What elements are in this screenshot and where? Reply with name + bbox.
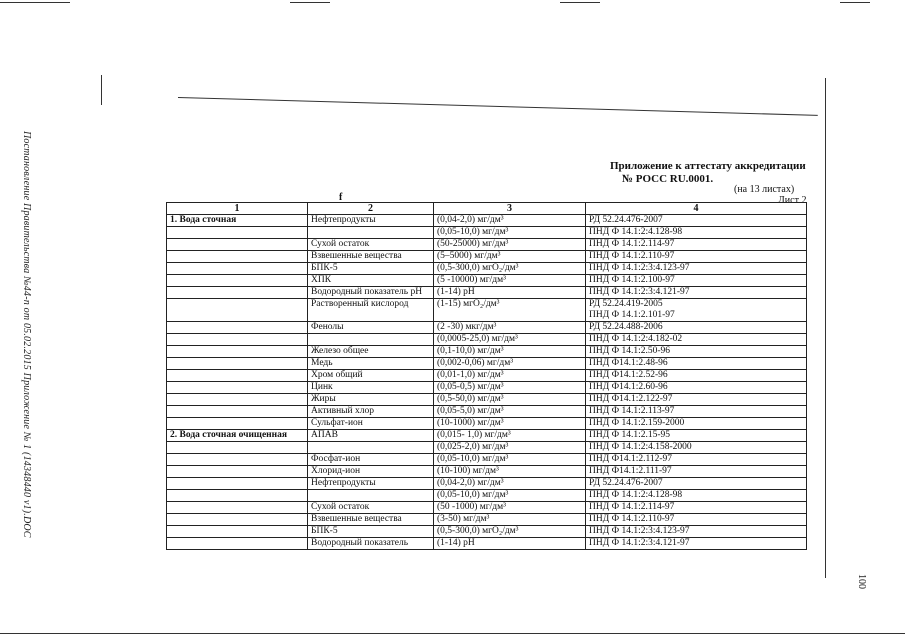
parameter-cell: Взвешенные вещества	[308, 251, 434, 263]
method-cell: ПНД Ф14.1:2.122-97	[586, 394, 807, 406]
table-row	[167, 227, 807, 239]
parameter-cell: Сухой остаток	[308, 239, 434, 251]
table-row	[167, 334, 807, 346]
parameter-cell	[308, 442, 434, 454]
range-cell: (0,015- 1,0) мг/дм³	[434, 430, 586, 442]
parameter-cell: Активный хлор	[308, 406, 434, 418]
sample-type-cell	[167, 442, 308, 454]
table-row	[167, 263, 807, 275]
method-cell: ПНД Ф 14.1:2:4.128-98	[586, 490, 807, 502]
method-cell: ПНД Ф 14.1:2.110-97	[586, 514, 807, 526]
range-cell: (50-25000) мг/дм³	[434, 239, 586, 251]
sample-type-cell	[167, 334, 308, 346]
range-cell: (0,04-2,0) мг/дм³	[434, 215, 586, 227]
table-row	[167, 287, 807, 299]
sample-type-cell	[167, 526, 308, 538]
table-row	[167, 454, 807, 466]
range-cell: (0,05-10,0) мг/дм³	[434, 227, 586, 239]
parameter-cell: Фосфат-ион	[308, 454, 434, 466]
sample-type-cell	[167, 322, 308, 334]
sample-type-cell	[167, 502, 308, 514]
sample-type-cell	[167, 418, 308, 430]
side-note: Постановление Правительства №44-п от 05.02.2015 Приложение № 1 (14348440 v1).DOC	[21, 131, 32, 538]
scan-line-bottom	[0, 633, 905, 634]
parameter-cell: ХПК	[308, 275, 434, 287]
table-row	[167, 322, 807, 334]
method-cell: ПНД Ф 14.1:2.114-97	[586, 239, 807, 251]
method-cell: ПНД Ф14.1:2.48-96	[586, 358, 807, 370]
column-header: 4	[586, 203, 807, 215]
parameter-cell: Взвешенные вещества	[308, 514, 434, 526]
table-row	[167, 514, 807, 526]
sample-type-cell	[167, 514, 308, 526]
scan-line-top-right	[560, 2, 600, 3]
table-row	[167, 502, 807, 514]
table-row	[167, 406, 807, 418]
sample-type-cell	[167, 538, 308, 550]
range-cell: (0,5-300,0) мгО₂/дм³	[434, 526, 586, 538]
parameter-cell: БПК-5	[308, 263, 434, 275]
method-cell: ПНД Ф 14.1:2.110-97	[586, 251, 807, 263]
table-row	[167, 418, 807, 430]
table-header-row	[167, 203, 807, 215]
sheets-note: (на 13 листах)	[734, 184, 795, 195]
scan-line-top-far	[840, 2, 870, 3]
table-row	[167, 346, 807, 358]
table-row	[167, 370, 807, 382]
sample-type-cell	[167, 490, 308, 502]
range-cell: (10-100) мг/дм³	[434, 466, 586, 478]
range-cell: (5 -10000) мг/дм³	[434, 275, 586, 287]
parameter-cell: Фенолы	[308, 322, 434, 334]
sheet-label: Лист 2	[778, 195, 807, 206]
sample-type-cell	[167, 370, 308, 382]
table-row	[167, 526, 807, 538]
method-cell: ПНД Ф14.1:2.52-96	[586, 370, 807, 382]
method-cell: ПНД Ф 14.1:2:4.158-2000	[586, 442, 807, 454]
scan-line-top-mid	[290, 2, 330, 3]
accreditation-table	[166, 202, 807, 550]
parameter-cell: Растворенный кислород	[308, 299, 434, 322]
parameter-cell: Сухой остаток	[308, 502, 434, 514]
table-row	[167, 251, 807, 263]
range-cell: (5–5000) мг/дм³	[434, 251, 586, 263]
range-cell: (0,04-2,0) мг/дм³	[434, 478, 586, 490]
method-cell: РД 52.24.488-2006	[586, 322, 807, 334]
sample-type-cell	[167, 382, 308, 394]
method-cell: ПНД Ф 14.1:2.50-96	[586, 346, 807, 358]
sample-type-cell	[167, 478, 308, 490]
column-header: 1	[167, 203, 308, 215]
parameter-cell	[308, 334, 434, 346]
range-cell: (0,05-10,0) мг/дм³	[434, 454, 586, 466]
table-row	[167, 215, 807, 227]
method-cell: ПНД Ф 14.1:2.114-97	[586, 502, 807, 514]
method-cell: ПНД Ф 14.1:2.100-97	[586, 275, 807, 287]
sample-type-cell	[167, 239, 308, 251]
method-cell: ПНД Ф 14.1:2:3:4.123-97	[586, 263, 807, 275]
parameter-cell: Жиры	[308, 394, 434, 406]
range-cell: (0,002-0,06) мг/дм³	[434, 358, 586, 370]
heading-line1: Приложение к аттестату аккредитации	[610, 160, 806, 172]
table-row	[167, 442, 807, 454]
range-cell: (1-15) мгО₂/дм³	[434, 299, 586, 322]
sample-type-cell	[167, 251, 308, 263]
method-cell: ПНД Ф 14.1:2:4.128-98	[586, 227, 807, 239]
method-cell: ПНД Ф14.1:2.60-96	[586, 382, 807, 394]
range-cell: (0,01-1,0) мг/дм³	[434, 370, 586, 382]
sample-type-cell	[167, 394, 308, 406]
parameter-cell: Хлорид-ион	[308, 466, 434, 478]
parameter-cell: Хром общий	[308, 370, 434, 382]
parameter-cell: Нефтепродукты	[308, 478, 434, 490]
parameter-cell: БПК-5	[308, 526, 434, 538]
method-cell: ПНД Ф 14.1:2:3:4.121-97	[586, 287, 807, 299]
margin-line-right	[825, 78, 826, 578]
range-cell: (50 -1000) мг/дм³	[434, 502, 586, 514]
sample-type-cell	[167, 466, 308, 478]
method-cell: ПНД Ф14.1:2.112-97	[586, 454, 807, 466]
table-row	[167, 538, 807, 550]
sample-type-cell	[167, 299, 308, 322]
header-rule	[178, 97, 818, 116]
range-cell: (0,05-5,0) мг/дм³	[434, 406, 586, 418]
table-row	[167, 490, 807, 502]
table-body	[167, 215, 807, 550]
range-cell: (0,5-300,0) мгО₂/дм³	[434, 263, 586, 275]
method-cell: РД 52.24.419-2005 ПНД Ф 14.1:2.101-97	[586, 299, 807, 322]
sample-type-cell	[167, 454, 308, 466]
method-cell: РД 52.24.476-2007	[586, 215, 807, 227]
table-row	[167, 394, 807, 406]
parameter-cell	[308, 227, 434, 239]
sample-type-cell: 1. Вода сточная	[167, 215, 308, 227]
sample-type-cell	[167, 275, 308, 287]
table-row	[167, 358, 807, 370]
method-cell: ПНД Ф 14.1:2.113-97	[586, 406, 807, 418]
column-header: 2	[308, 203, 434, 215]
range-cell: (1-14) pH	[434, 287, 586, 299]
method-cell: ПНД Ф 14.1:2.159-2000	[586, 418, 807, 430]
table-row	[167, 382, 807, 394]
parameter-cell: Водородный показатель	[308, 538, 434, 550]
table-row	[167, 466, 807, 478]
sample-type-cell	[167, 263, 308, 275]
sample-type-cell	[167, 406, 308, 418]
range-cell: (2 -30) мкг/дм³	[434, 322, 586, 334]
range-cell: (0,0005-25,0) мг/дм³	[434, 334, 586, 346]
method-cell: ПНД Ф 14.1:2:4.182-02	[586, 334, 807, 346]
table-row	[167, 430, 807, 442]
range-cell: (3-50) мг/дм³	[434, 514, 586, 526]
table-row	[167, 275, 807, 287]
parameter-cell: Цинк	[308, 382, 434, 394]
sample-type-cell: 2. Вода сточная очищенная	[167, 430, 308, 442]
sample-type-cell	[167, 346, 308, 358]
stray-mark: f	[339, 192, 343, 203]
sample-type-cell	[167, 358, 308, 370]
parameter-cell	[308, 490, 434, 502]
table-row	[167, 299, 807, 322]
range-cell: (0,5-50,0) мг/дм³	[434, 394, 586, 406]
column-header: 3	[434, 203, 586, 215]
range-cell: (0,05-10,0) мг/дм³	[434, 490, 586, 502]
method-cell: ПНД Ф 14.1:2:3:4.123-97	[586, 526, 807, 538]
sample-type-cell	[167, 227, 308, 239]
parameter-cell: Сульфат-ион	[308, 418, 434, 430]
scan-line-top-left	[0, 2, 70, 3]
method-cell: ПНД Ф 14.1:2:3:4.121-97	[586, 538, 807, 550]
parameter-cell: АПАВ	[308, 430, 434, 442]
margin-line-left	[101, 75, 102, 105]
sample-type-cell	[167, 287, 308, 299]
range-cell: (10-1000) мг/дм³	[434, 418, 586, 430]
table-row	[167, 239, 807, 251]
parameter-cell: Водородный показатель рН	[308, 287, 434, 299]
range-cell: (0,025-2,0) мг/дм³	[434, 442, 586, 454]
parameter-cell: Железо общее	[308, 346, 434, 358]
table-row	[167, 478, 807, 490]
parameter-cell: Медь	[308, 358, 434, 370]
range-cell: (0,05-0,5) мг/дм³	[434, 382, 586, 394]
page-number: 100	[856, 574, 867, 589]
range-cell: (0,1-10,0) мг/дм³	[434, 346, 586, 358]
method-cell: РД 52.24.476-2007	[586, 478, 807, 490]
heading-line2: № РОСС RU.0001.	[622, 173, 714, 185]
range-cell: (1-14) pH	[434, 538, 586, 550]
method-cell: ПНД Ф14.1:2.111-97	[586, 466, 807, 478]
document-heading	[610, 160, 806, 186]
parameter-cell: Нефтепродукты	[308, 215, 434, 227]
method-cell: ПНД Ф 14.1:2.15-95	[586, 430, 807, 442]
